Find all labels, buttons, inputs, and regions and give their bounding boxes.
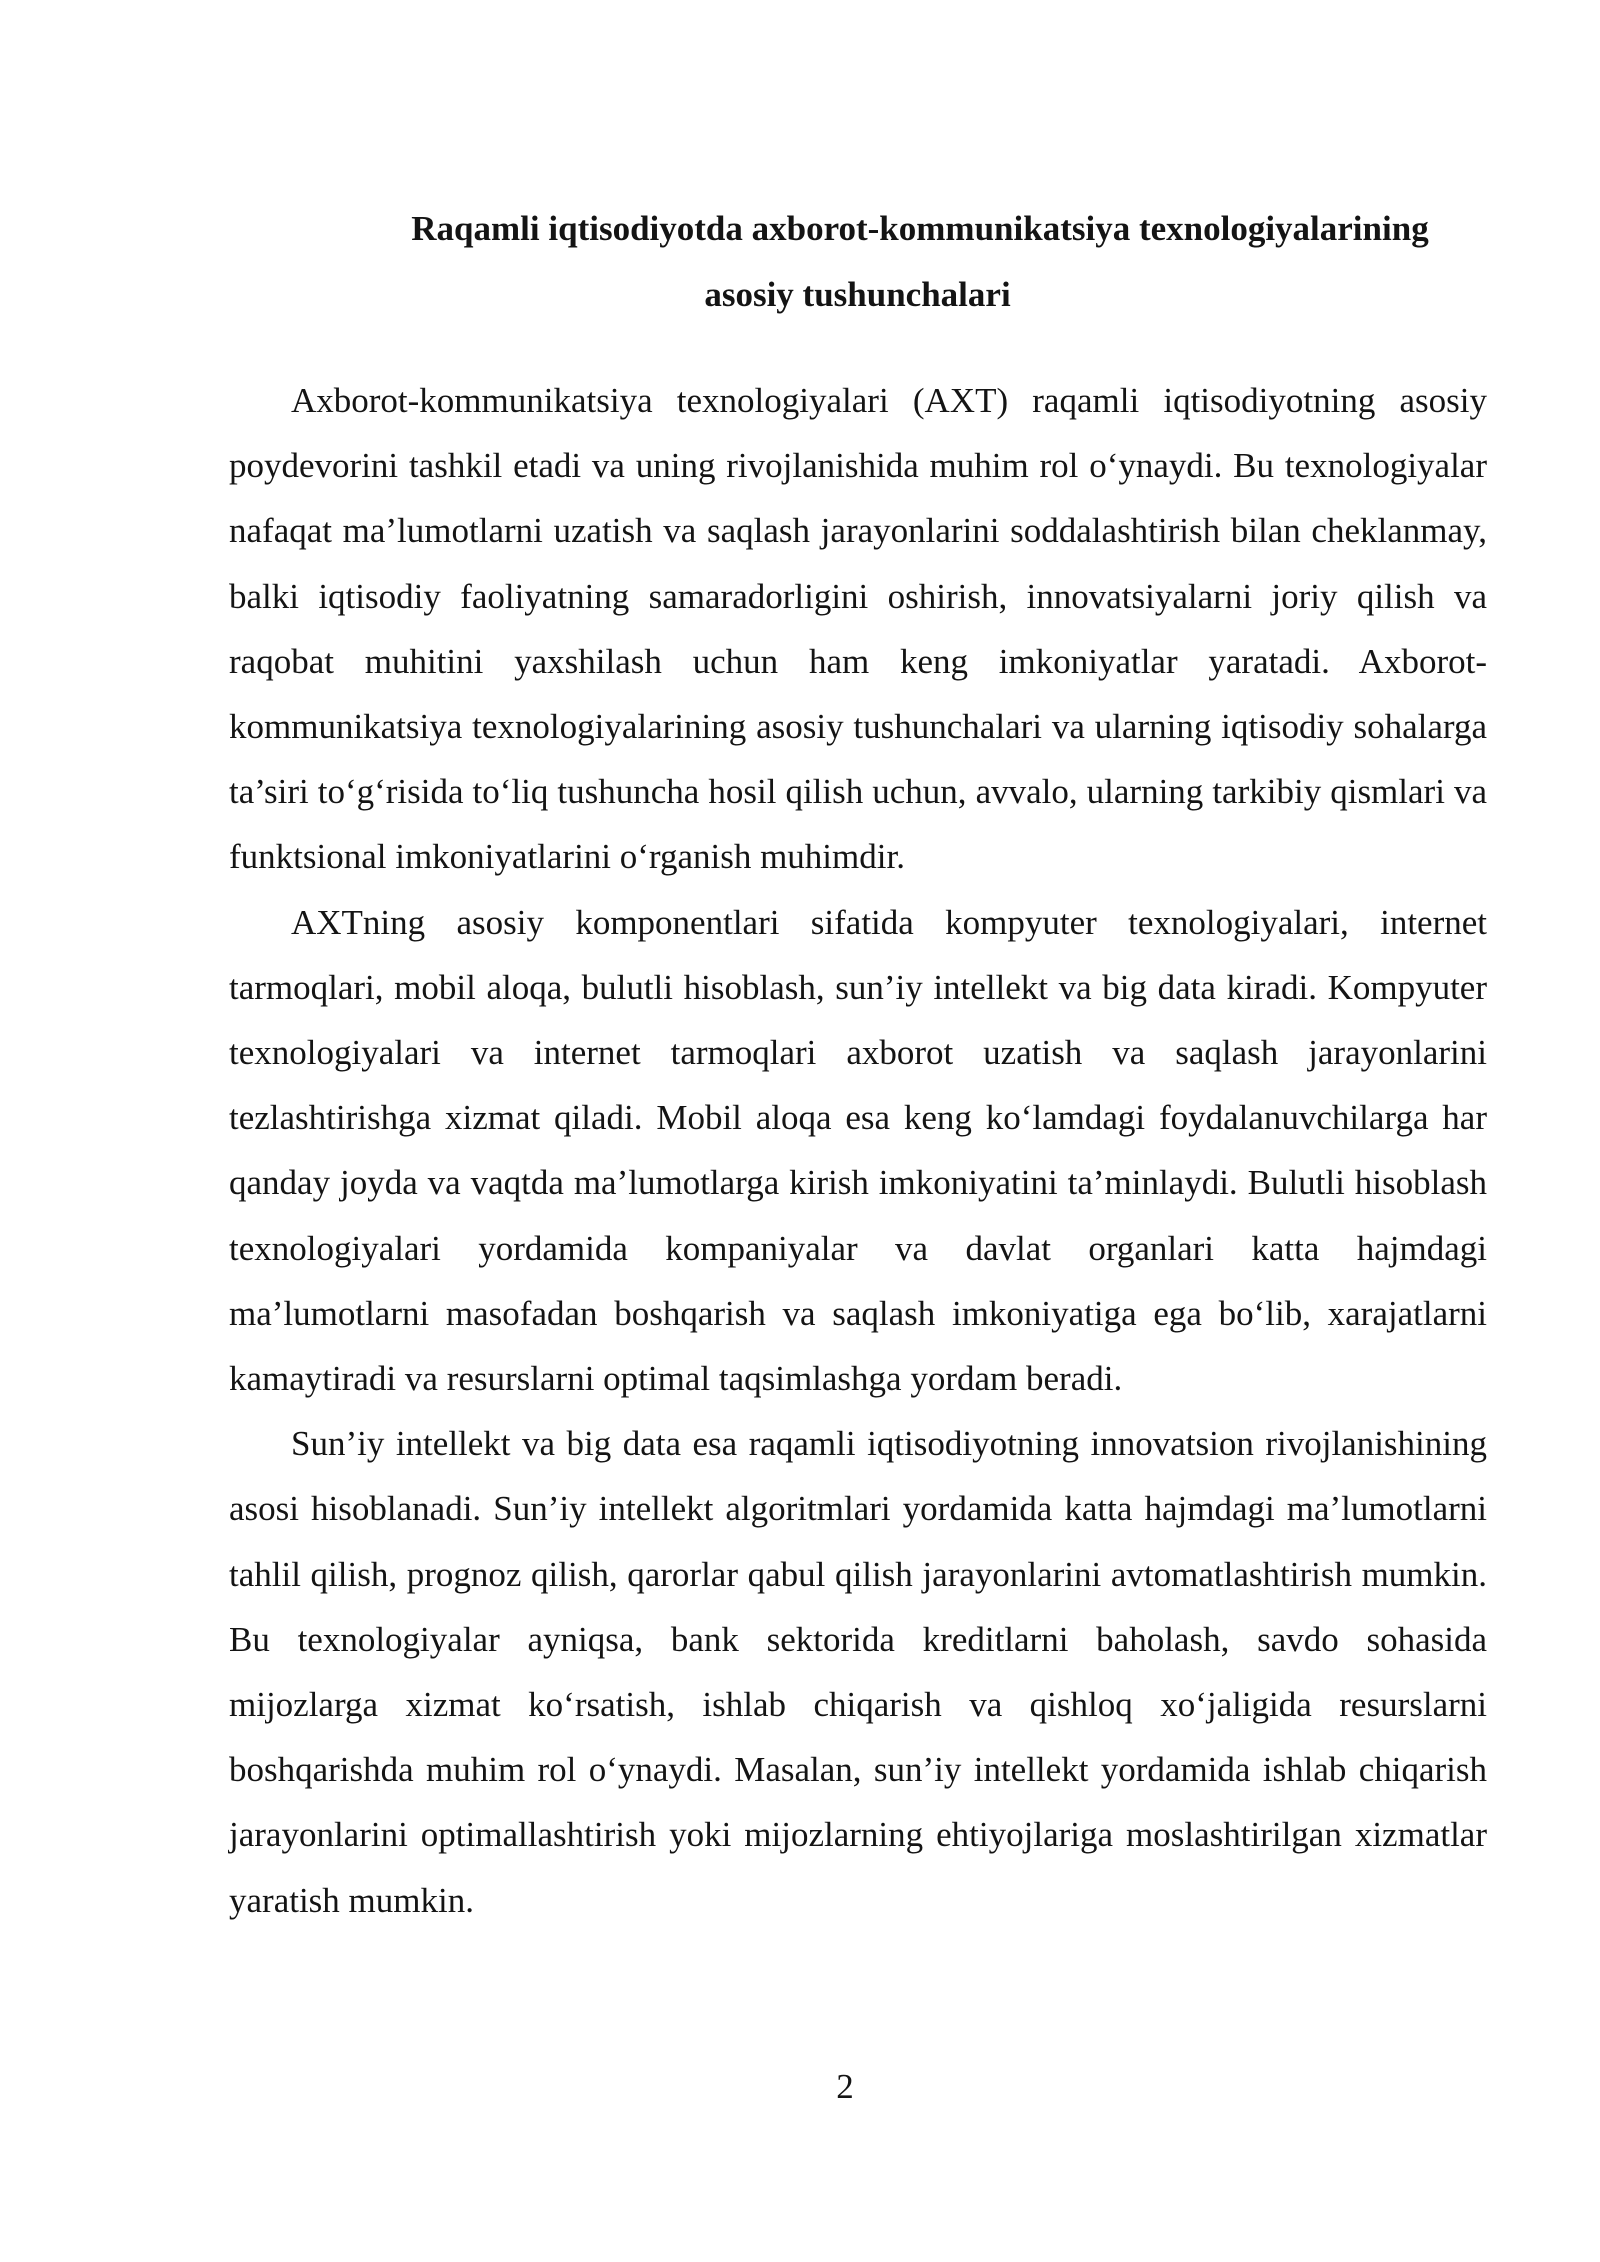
paragraph-1: Axborot-kommunikatsiya texnologiyalari (AXT) raqamli iqtisodiyotning asosiy poydevorini tashkil etadi va uning rivojlanishida muhim rol o‘ynaydi. Bu texnologiyalar nafaqat ma’lumotlarni uzatish va saqlash jarayonlarini soddalashtirish bilan cheklanmay, balki iqtisodiy faoliyatning samaradorligini oshirish, innovatsiyalarni joriy qilish va raqobat muhitini yaxshilash uchun ham keng imkoniyatlar yaratadi. Axborot-kommunikatsiya texnologiyalarining asosiy tushunchalari va ularning iqtisodiy sohalarga ta’siri to‘g‘risida to‘liq tushuncha hosil qilish uchun, avvalo, ularning tarkibiy qismlari va funktsional imkoniyatlarini o‘rganish muhimdir.: [229, 381, 1487, 877]
paragraph-2: AXTning asosiy komponentlari sifatida kompyuter texnologiyalari, internet tarmoqlari, mobil aloqa, bulutli hisoblash, sun’iy intellekt va big data kiradi. Kompyuter texnologiyalari va internet tarmoqlari axborot uzatish va saqlash jarayonlarini tezlashtirishga xizmat qiladi. Mobil aloqa esa keng ko‘lamdagi foydalanuvchilarga har qanday joyda va vaqtda ma’lumotlarga kirish imkoniyatini ta’minlaydi. Bulutli hisoblash texnologiyalari yordamida kompaniyalar va davlat organlari katta hajmdagi ma’lumotlarni masofadan boshqarish va saqlash imkoniyatiga ega bo‘lib, xarajatlarni kamaytiradi va resurslarni optimal taqsimlashga yordam beradi.: [229, 902, 1487, 1399]
title-line-2: asosiy tushunchalari: [704, 275, 1011, 314]
title-line-1: Raqamli iqtisodiyotda axborot-kommunikatsiya texnologiyalarining: [411, 209, 1429, 248]
page-number: 2: [836, 2067, 854, 2106]
paragraph-3: Sun’iy intellekt va big data esa raqamli iqtisodiyotning innovatsion rivojlanishining asosi hisoblanadi. Sun’iy intellekt algoritmlari yordamida katta hajmdagi ma’lumotlarni tahlil qilish, prognoz qilish, qarorlar qabul qilish jarayonlarini avtomatlashtirish mumkin. Bu texnologiyalar ayniqsa, bank sektorida kreditlarni baholash, savdo sohasida mijozlarga xizmat ko‘rsatish, ishlab chiqarish va qishloq xo‘jaligida resurslarni boshqarishda muhim rol o‘ynaydi. Masalan, sun’iy intellekt yordamida ishlab chiqarish jarayonlarini optimallashtirish yoki mijozlarning ehtiyojlariga moslashtirilgan xizmatlar yaratish mumkin.: [229, 1424, 1487, 1920]
page-title: [230, 196, 1485, 328]
body-text: [229, 368, 1487, 1933]
